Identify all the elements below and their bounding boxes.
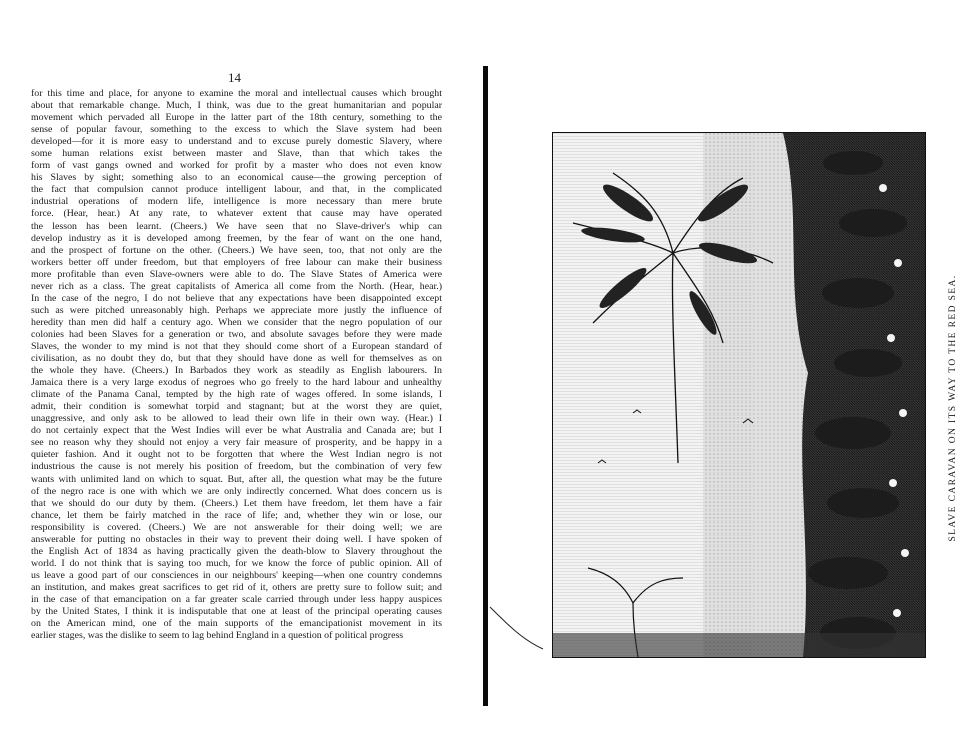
text-line: answerable for putting no obstacles in their way to prevent their doing well. I have spoken of (31, 533, 442, 545)
text-line: workers better off under freedom, but that employers of free labour can make their business (31, 256, 442, 268)
text-line: some human relations exist between master and Slave, than that which takes the (31, 148, 442, 160)
text-line: never rich as a class. The great capitalists of America all come from the North. (Hear, hear.) (31, 280, 442, 292)
text-line: for this time and place, for anyone to examine the moral and intellectual causes which brought (31, 88, 442, 99)
text-line: admit, their condition is somewhat torpid and stagnant; but at the worst they are quiet, (31, 401, 442, 413)
text-line: civilisation, as no doubt they do, but that they should have done as well for themselves as on (31, 353, 442, 365)
text-line: by the United States, I think it is indisputable that one at least of the principal operating causes (31, 606, 442, 618)
margin-curve (488, 605, 548, 655)
text-line: of the negro race is one with which we are only indirectly concerned. What does concern us is (31, 485, 442, 497)
text-line: and the prospect of fortune on the other. (Cheers.) We have seen, too, that not only are the (31, 244, 442, 256)
text-line: see no reason why they should not enjoy a very fair measure of prosperity, and be happy in a (31, 437, 442, 449)
text-line: form of vast gangs owned and worked for profit by a master who does not even know (31, 160, 442, 172)
text-line: that we should do our duty by them. (Cheers.) Let them have freedom, let them have a fair (31, 497, 442, 509)
text-line: about that remarkable change. Much, I think, was due to the great humanitarian and popular (31, 100, 442, 112)
text-line: the fact that compulsion cannot produce intelligent labour, and that, in the complicated (31, 184, 442, 196)
text-line: world. I do not think that is saying too much, for we know the force of public opinion. All of (31, 557, 442, 569)
text-line: unaggressive, and only ask to be allowed to lead their own life in their own way. (Hear.) I (31, 413, 442, 425)
page-number: 14 (228, 70, 241, 85)
text-line: industrious the cause is not merely his position of freedom, but the combination of very few (31, 461, 442, 473)
text-line: wants with unlimited land on which to squat. But, after all, the question what may be the future (31, 473, 442, 485)
text-line: the English Act of 1834 as having practically given the death-blow to Slavery throughout the (31, 545, 442, 557)
text-line: colonies had been Slaves for a generation or two, and absolute savages before they were made (31, 328, 442, 340)
left-page (0, 0, 485, 731)
text-line: his Slaves by sight; something also to an economical cause—the growing perception of (31, 172, 442, 184)
text-line: industrial operations of modern life, intelligence is more necessary than mere brute (31, 196, 442, 208)
text-line: chance, let them be fairly matched in the race of life; and, whether they win or lose, our (31, 509, 442, 521)
text-line: the whole they have. (Cheers.) In Barbados they work as steadily as English labourers. In (31, 365, 442, 377)
text-line: Slaves, the wonder to my mind is not that they should come short of a European standard of (31, 340, 442, 352)
text-line: climate of the Panama Canal, tempted by the high rate of wages offered. In some islands, I (31, 389, 442, 401)
text-line: heredity than men did half a century ago. When we consider that the negro population of our (31, 316, 442, 328)
text-line: us leave a good part of our consciences in our neighbours' keeping—when one country condemns (31, 569, 442, 581)
text-line: an institution, and makes great sacrifices to get rid of it, others are pretty sure to follow suit; and (31, 581, 442, 593)
text-line: develop industry as it is developed among freemen, by the fear of want on the one hand, (31, 232, 442, 244)
text-line: force. (Hear, hear.) At any rate, to whatever extent that cause may have operated (31, 208, 442, 220)
text-line: responsibility is covered. (Cheers.) We are not answerable for their doing well; we are (31, 521, 442, 533)
body-text (31, 88, 442, 642)
text-line: developed—for it is more easy to understand and to excuse purely domestic Slavery, where (31, 136, 442, 148)
slave-caravan-engraving (552, 132, 926, 658)
text-line: such as were pitched unreasonably high. Perhaps we appreciate more justly the influence of (31, 304, 442, 316)
text-line: In the case of the negro, I do not believe that any expectations have been disappointed except (31, 292, 442, 304)
plate-caption (946, 274, 960, 542)
text-line: more profitable than even Slave-owners were able to do. The Slave States of America were (31, 268, 442, 280)
plate-caption-text: SLAVE CARAVAN ON ITS WAY TO THE RED SEA. (948, 274, 958, 542)
text-line: movement which pervaded all Europe in the latter part of the 18th century, something to the (31, 112, 442, 124)
text-line: quieter fashion. And it ought not to be forgotten that where the West Indian negro is not (31, 449, 442, 461)
text-line: sense of popular favour, something to the excess to which the Slave system had been (31, 124, 442, 136)
text-line: do not certainly expect that the West Indies will ever be what Australia and Canada are; but I (31, 425, 442, 437)
text-line: earlier stages, was the dislike to seem to lag behind England in a question of political progress (31, 630, 404, 642)
text-line: in the case of that emancipation on a far greater scale carried through under less happy auspices (31, 593, 442, 605)
text-line: Jamaica there is a very large exodus of negroes who go freely to the hard labour and unhealthy (31, 377, 442, 389)
text-line: on the American mind, one of the main supports of the emancipationist movement in its (31, 618, 442, 630)
text-line: the lesson has been learnt. (Cheers.) We have seen that no Slave-driver's whip can (31, 220, 442, 232)
